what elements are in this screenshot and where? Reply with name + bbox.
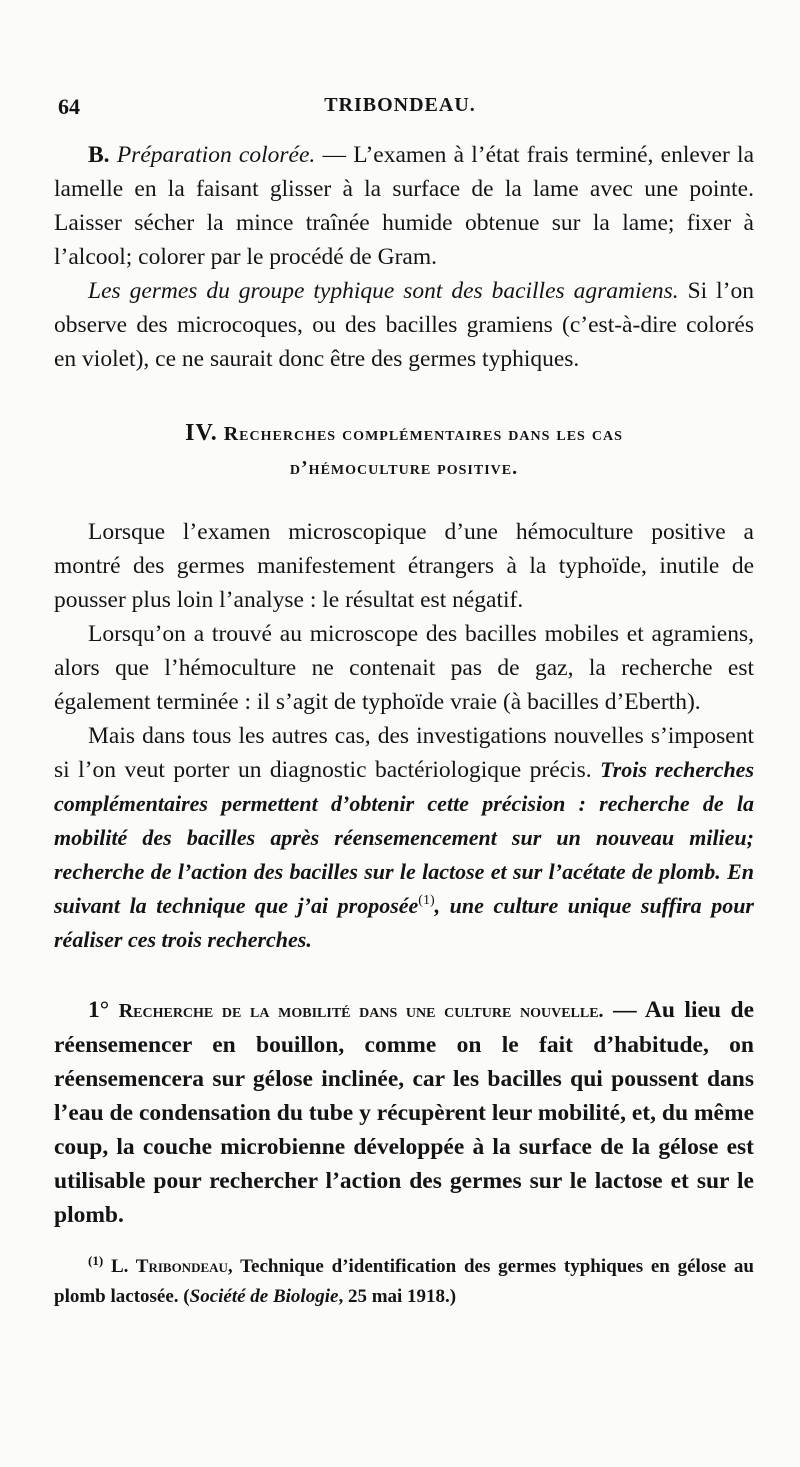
paragraph-preparation-coloree: [54, 138, 754, 274]
footnote-journal: Société de Biologie: [189, 1286, 339, 1307]
subsection-number: 1°: [88, 997, 110, 1023]
page-body: [54, 138, 754, 1312]
paragraph-germes-typhiques: [54, 274, 754, 376]
footnote-mark: (1): [88, 1253, 104, 1268]
running-head: TRIBONDEAU.: [324, 94, 476, 116]
section-heading-line2: d’hémoculture positive.: [289, 457, 519, 479]
page-number: 64: [58, 94, 80, 119]
footnote-date: , 25 mai 1918.): [338, 1286, 457, 1307]
section-heading-line1: IV. Recherches complémentaires dans les cas: [185, 420, 623, 446]
para-title: Préparation colorée.: [116, 142, 316, 168]
footnote-reference: (1): [418, 893, 435, 908]
footnote-text: , Technique d’identification des germes typhiques en gélose au plomb lactosée. (: [54, 1256, 754, 1307]
para-text: Si l’on observe des microcoques, ou des bacilles gramiens (c’est-à-dire colorés en violet), ce ne saurait donc être des germes typhiques.: [54, 278, 754, 372]
emphasized-text-end: , une culture unique suffira pour réaliser ces trois recherches.: [54, 893, 754, 952]
paragraph-mobilite: [54, 993, 754, 1232]
paragraph-typhoide-vraie: Lorsqu’on a trouvé au microscope des bacilles mobiles et agramiens, alors que l’hémoculture ne contenait pas de gaz, la recherche est également terminée : il s’agit de typhoïde vraie (à bacilles d’Eberth).: [54, 621, 754, 715]
paragraph-resultat-negatif: Lorsque l’examen microscopique d’une hémoculture positive a montré des germes manifestement étrangers à la typhoïde, inutile de pousser plus loin l’analyse : le résultat est négatif.: [54, 519, 754, 613]
section-numeral: IV.: [185, 420, 218, 446]
page-header: [58, 94, 742, 124]
spacer: [54, 957, 754, 993]
italic-statement: Les germes du groupe typhique sont des bacilles agramiens.: [88, 278, 679, 304]
footnote-author: L. Tribondeau: [110, 1256, 228, 1277]
section-heading-iv: [54, 416, 754, 485]
para-text: L’examen à l’état frais terminé, enlever la lamelle en la faisant glisser à la surface de la lame avec une pointe. Laisser sécher la mince traînée humide obtenue sur la lame; fixer à l’alcool; colorer par le procédé de Gram.: [54, 142, 755, 270]
para-text: Mais dans tous les autres cas, des investigations nouvelles s’imposent si l’on veut porter un diagnostic bactériologique précis.: [54, 723, 754, 783]
para-dash: —: [603, 997, 645, 1023]
subsection-heading: Recherche de la mobilité dans une culture nouvelle.: [118, 1000, 604, 1022]
para-text: Au lieu de réensemencer en bouillon, comme on le fait d’habitude, on réensemencera sur gélose inclinée, car les bacilles qui poussent dans l’eau de condensation du tube y récupèrent leur mobilité, et, du même coup, la couche microbienne développée à la surface de la gélose est utilisable pour rechercher l’action des germes sur le lactose et sur le plomb.: [54, 997, 755, 1228]
footnote: [54, 1246, 754, 1312]
paragraph-investigations: [54, 719, 754, 957]
emphasized-text: Trois recherches complémentaires permettent d’obtenir cette précision : recherche de la mobilité des bacilles après réensemencement sur un nouveau milieu; recherche de l’action des bacilles sur le lactose et sur l’acétate de plomb. En suivant la technique que j’ai proposée: [54, 757, 755, 918]
para-dash: —: [315, 142, 354, 168]
para-label: B.: [88, 142, 110, 168]
